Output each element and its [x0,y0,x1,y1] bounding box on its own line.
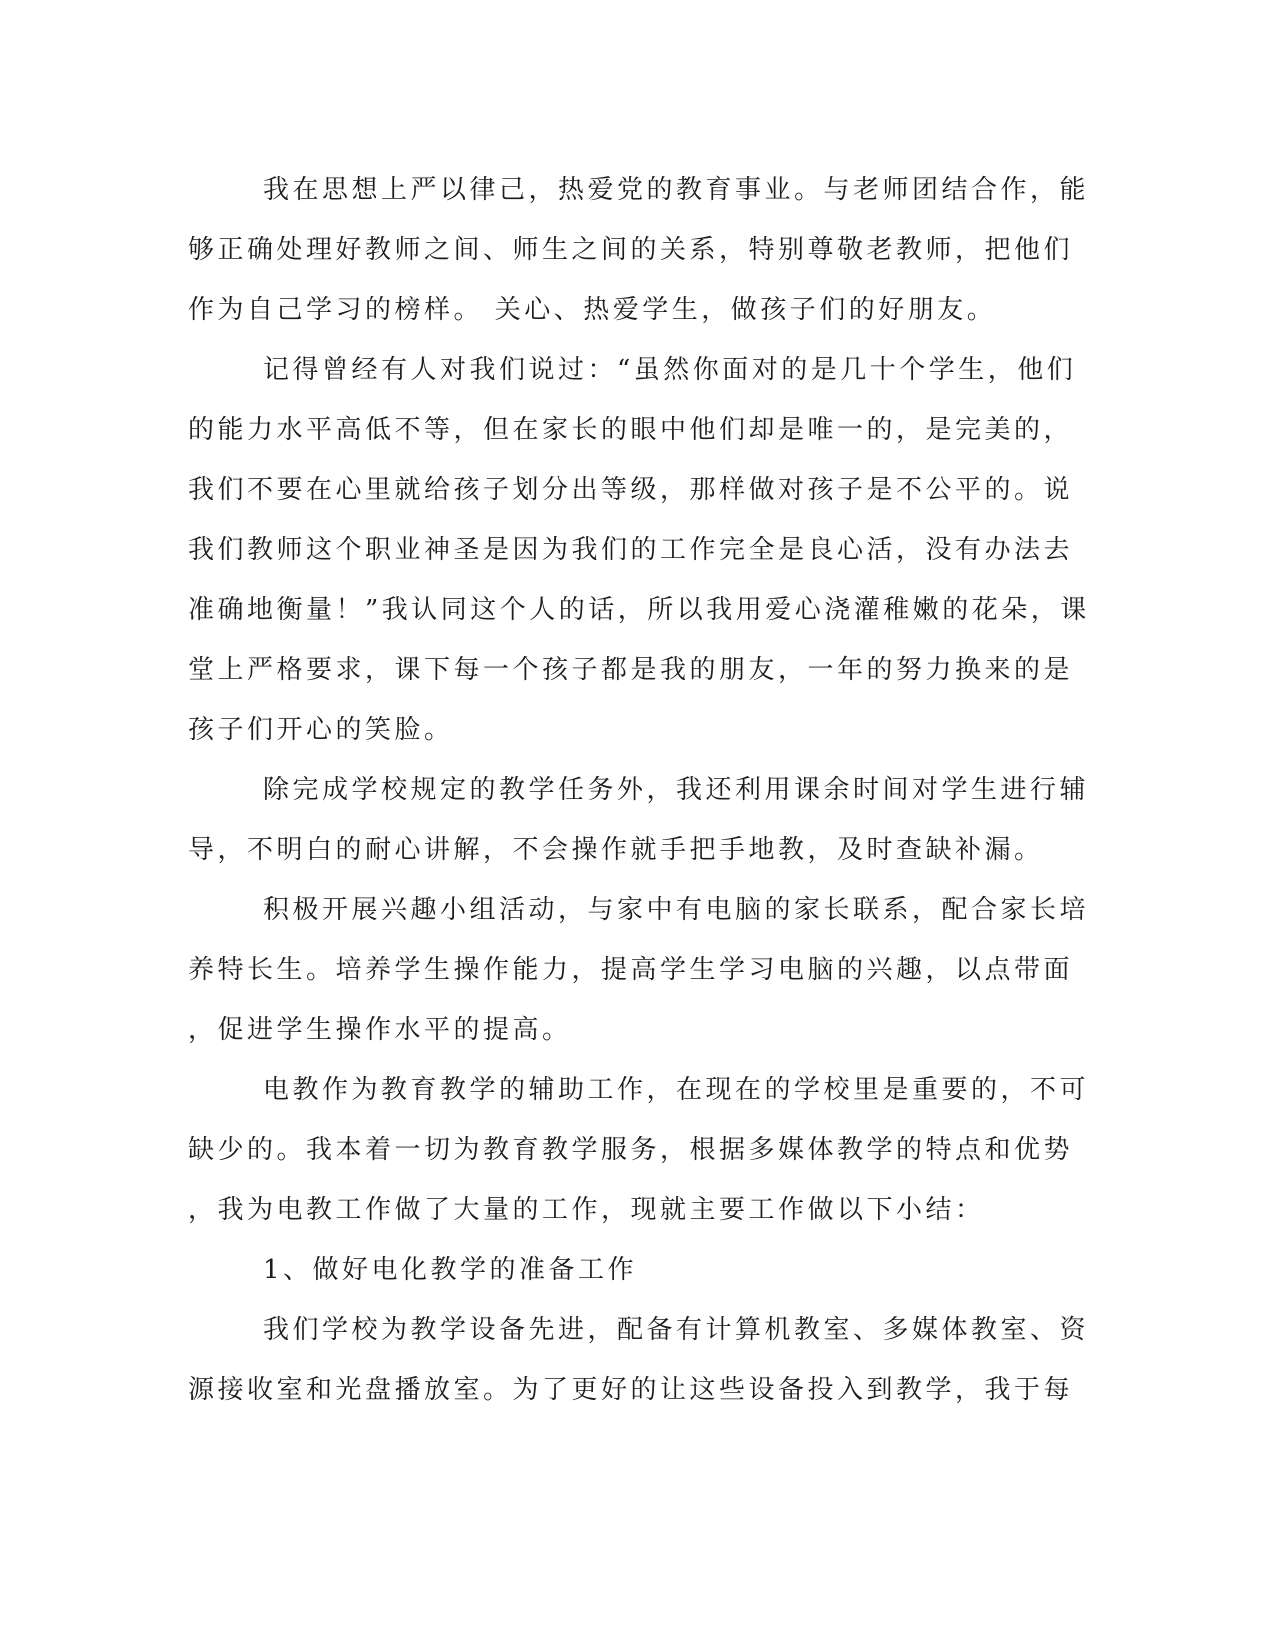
paragraph-line: 源接收室和光盘播放室。为了更好的让这些设备投入到教学，我于每 [188,1375,1074,1405]
paragraph-line: 导，不明白的耐心讲解，不会操作就手把手地教，及时查缺补漏。 [188,835,1044,865]
paragraph-line: 养特长生。培养学生操作能力，提高学生学习电脑的兴趣，以点带面 [188,955,1074,985]
paragraph-line: ，促进学生操作水平的提高。 [188,1015,572,1045]
section-heading: 1、做好电化教学的准备工作 [263,1255,638,1285]
paragraph-line: 我们不要在心里就给孩子划分出等级，那样做对孩子是不公平的。说 [188,475,1074,505]
paragraph-line: 作为自己学习的榜样。 关心、热爱学生，做孩子们的好朋友。 [188,295,997,325]
paragraph-line: 堂上严格要求，课下每一个孩子都是我的朋友，一年的努力换来的是 [188,655,1074,685]
paragraph-line: 够正确处理好教师之间、师生之间的关系，特别尊敬老教师，把他们 [188,235,1074,265]
paragraph-line: 准确地衡量！”我认同这个人的话，所以我用爱心浇灌稚嫩的花朵，课 [188,595,1090,625]
paragraph-line: 记得曾经有人对我们说过：“虽然你面对的是几十个学生，他们 [263,355,1077,385]
paragraph-line: 的能力水平高低不等，但在家长的眼中他们却是唯一的，是完美的， [188,415,1074,445]
paragraph-line: 除完成学校规定的教学任务外，我还利用课余时间对学生进行辅 [263,775,1090,805]
paragraph-line: 我们学校为教学设备先进，配备有计算机教室、多媒体教室、资 [263,1315,1090,1345]
paragraph-line: 积极开展兴趣小组活动，与家中有电脑的家长联系，配合家长培 [263,895,1090,925]
paragraph-line: 我在思想上严以律己，热爱党的教育事业。与老师团结合作，能 [263,175,1090,205]
paragraph-line: ，我为电教工作做了大量的工作，现就主要工作做以下小结： [188,1195,985,1225]
paragraph-line: 我们教师这个职业神圣是因为我们的工作完全是良心活，没有办法去 [188,535,1074,565]
document-body [188,160,1090,1420]
paragraph-line: 缺少的。我本着一切为教育教学服务，根据多媒体教学的特点和优势 [188,1135,1074,1165]
paragraph-line: 孩子们开心的笑脸。 [188,715,454,745]
paragraph-line: 电教作为教育教学的辅助工作，在现在的学校里是重要的，不可 [263,1075,1090,1105]
